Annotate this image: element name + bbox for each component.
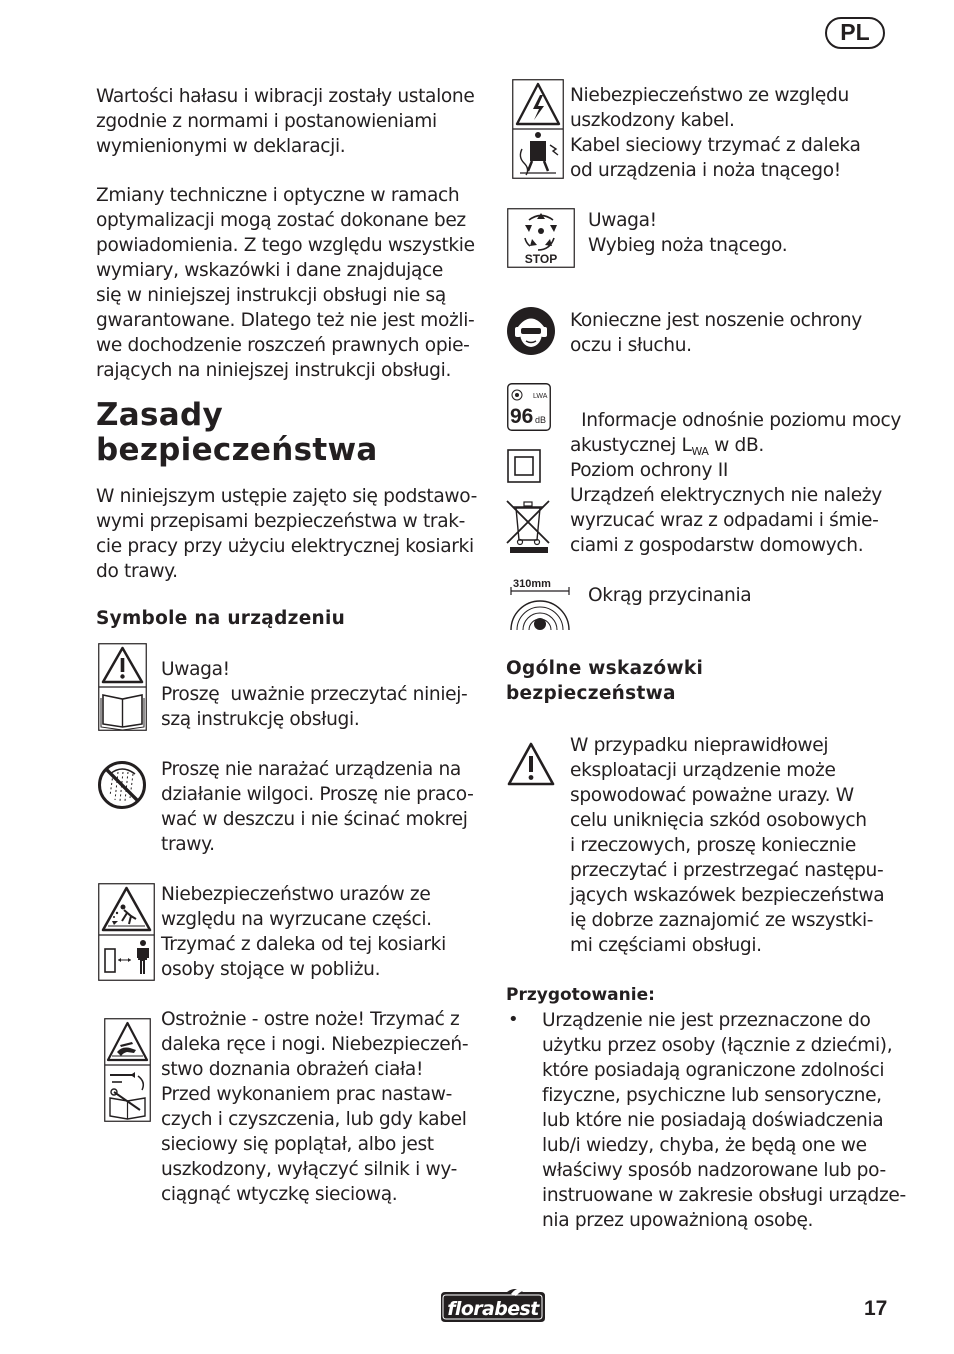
symbol-sharp-blades-text: Ostrożnie - ostre noże! Trzymać z daleka ręce i nogi. Niebezpieczeń- stwo doznania obrażeń ciała! Przed wykonaniem prac nastaw- czych i czyszczenia, lub gdy kabel sieciowy się poplątał, albo jest uszkodzony, wyłączyć silnik i wy- ciągnąć wtyczkę sieciową. [161,1009,469,1205]
sound-power-icon-value: 96 [510,405,534,428]
symbol-protection-class-text: Poziom ochrony II Urządzeń elektrycznych nie należy wyrzucać wraz z odpadami i śmie- ciami z gospodarstw domowych. [570,460,882,556]
safety-intro-paragraph: W niniejszym ustępie zajęto się podstawo- wymi przepisami bezpieczeństwa w trak- cie pracy przy użyciu elektrycznej kosiarki do trawy. [96,486,477,582]
blade-stop-icon [507,208,575,268]
sound-power-icon [507,383,551,431]
sound-power-line2b: w dB. [708,435,764,456]
general-warning-icon [506,741,556,787]
symbol-cutting-circle-text: Okrąg przycinania [588,585,752,606]
warning-read-manual-icon [98,643,147,731]
cutting-circle-icon [509,574,571,632]
symbol-damaged-cable-text: Niebezpieczeństwo ze względu uszkodzony kabel. Kabel sieciowy trzymać z daleka od urządzenia i noża tnącego! [570,85,861,181]
technical-changes-paragraph: Zmiany techniczne i optyczne w ramach optymalizacji mogą zostać dokonane bez powiadomienia. Z tego względu wszystkie wymiary, wskazówki i dane znajdujące się w niniejszej instrukcji obsługi nie są gwarantowane. Dlatego też nie jest możli- we dochodzenie roszczeń prawnych opie- rających na niniejszej instrukcji obsługi. [96,185,475,381]
crossed-bin-icon [504,496,554,554]
symbol-blade-stop-text: Uwaga! Wybieg noża tnącego. [588,210,788,256]
sound-power-subscript: WA [691,445,709,458]
symbol-no-rain-text: Proszę nie narażać urządzenia na działanie wilgoci. Proszę nie praco- wać w deszczu i nie ścinać mokrej trawy. [161,759,474,855]
preparation-item: Urządzenie nie jest przeznaczone do użytku przez osoby (łącznie z dziećmi), które posiadają ograniczone zdolności fizyczne, psychiczne lub sensoryczne, lub które nie posiadają doświadczenia lub/i wiedzy, chyba, że będą one we właściwy sposób nadzorowane lub po- instruowane w zakresie obsługi urządze- nia przez upoważnioną osobę. [542,1010,906,1231]
sound-power-icon-unit: dB [535,415,547,425]
electric-hazard-icon [512,79,564,179]
preparation-heading: Przygotowanie: [506,985,655,1005]
general-safety-heading: Ogólne wskazówki bezpieczeństwa [506,658,704,704]
page-number: 17 [864,1297,888,1320]
bullet-marker: • [508,1009,519,1030]
no-rain-icon [97,760,147,810]
thrown-objects-icon [98,883,155,981]
section-heading-safety: Zasady bezpieczeństwa [96,397,378,468]
general-safety-paragraph: W przypadku nieprawidłowej eksploatacji urządzenie może spowodować poważne urazy. W celu uniknięcia szkód osobowych i rzeczowych, proszę koniecznie przeczytać i przestrzegać następu- jących wskazówek bezpieczeństwa ię dobrze zaznajomić ze wszystki- mi częściami obsługi. [570,735,885,956]
symbol-sound-power-text [570,383,901,464]
eye-ear-protection-icon [506,306,556,356]
symbol-thrown-objects-text: Niebezpieczeństwo urazów ze względu na wyrzucane części. Trzymać z daleka od tej kosiarki osoby stojące w pobliżu. [161,884,446,980]
symbol-read-manual-text: Uwaga! Proszę uważnie przeczytać niniej- szą instrukcję obsługi. [161,659,468,730]
cutting-circle-icon-label: 310mm [513,578,551,590]
symbol-eye-ear-protection-text: Konieczne jest noszenie ochrony oczu i słuchu. [570,310,862,356]
sound-power-icon-label: LWA [533,393,548,400]
florabest-logo-text: florabest [447,1298,539,1320]
protection-class-ii-icon [507,449,541,483]
blade-stop-icon-label: STOP [524,252,558,266]
symbols-heading: Symbole na urządzeniu [96,608,346,629]
sound-power-line1: Informacje odnośnie poziomu mocy [581,410,902,431]
noise-paragraph: Wartości hałasu i wibracji zostały ustalone zgodnie z normami i postanowieniami wymienionymi w deklaracji. [96,86,475,157]
language-badge: PL [825,17,885,49]
sharp-blades-icon [104,1018,151,1122]
sound-power-line2a: akustycznej L [570,435,692,456]
florabest-logo [437,1286,548,1326]
